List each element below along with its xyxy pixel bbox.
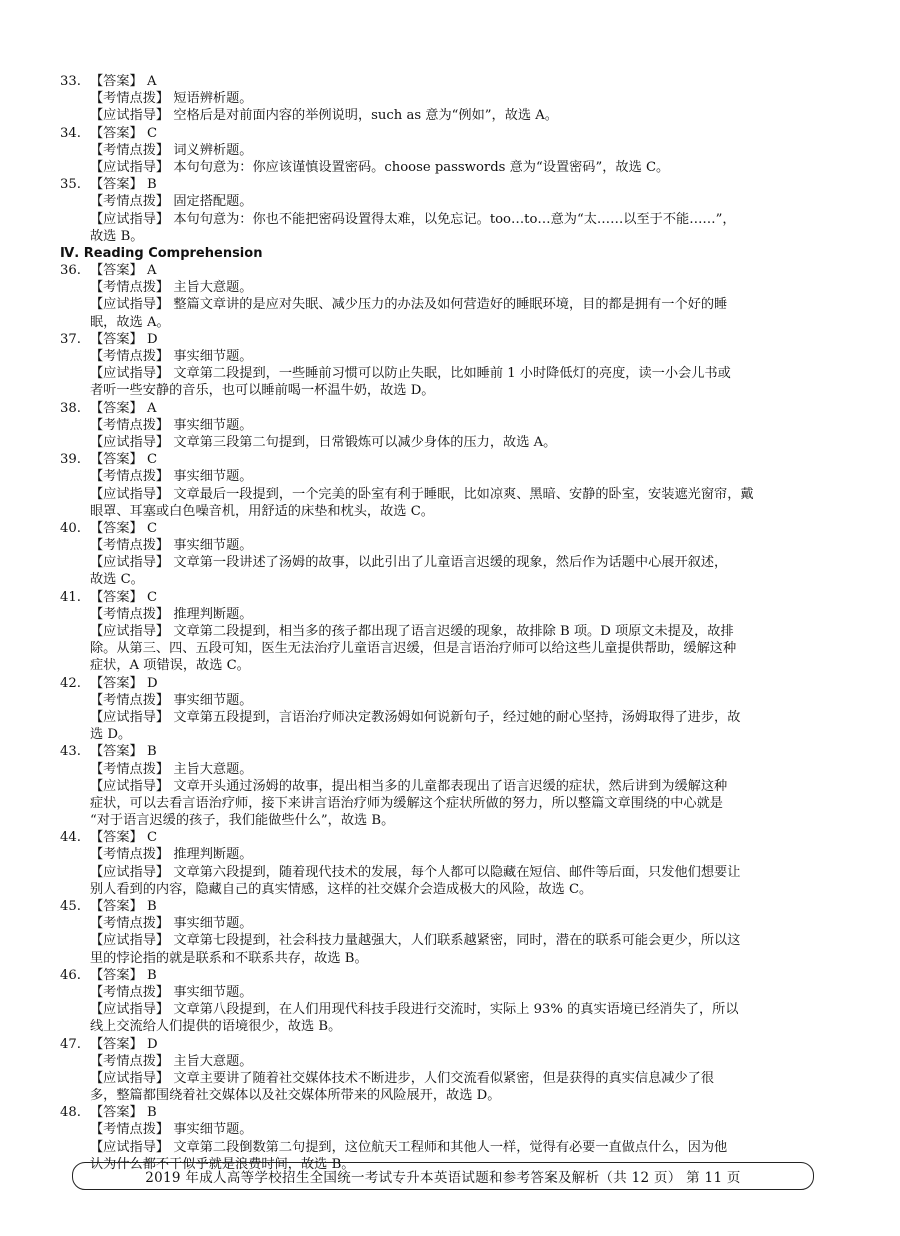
answer-value: 【答案】 B: [90, 899, 157, 914]
answer-value: 【答案】 C: [90, 452, 158, 468]
answer-item: [60, 331, 820, 400]
question-number: 46.: [60, 967, 81, 983]
guide-line: 里的悖论指的就是联系和不联系共存，故选 B。: [90, 950, 368, 966]
exam-point: 【考情点拨】 事实细节题。: [90, 984, 253, 1000]
guide-line: 认为什么都不干似乎就是浪费时间，故选 B。: [90, 1156, 355, 1172]
question-number: 37.: [60, 331, 81, 347]
answer-content: [60, 73, 820, 1173]
guide-line: 故选 C。: [90, 572, 144, 588]
answer-line: [60, 176, 820, 193]
answer-item: [60, 125, 820, 177]
answer-line: [60, 829, 820, 846]
answer-value: 【答案】 B: [90, 744, 157, 760]
question-number: 40.: [60, 520, 81, 536]
answer-item: [60, 743, 820, 829]
answer-line: [60, 262, 820, 279]
question-number: 45.: [60, 899, 81, 914]
guide-line: 【应试指导】 文章第五段提到，言语治疗师决定教汤姆如何说新句子，经过她的耐心坚持，汤姆取得了进步，故: [90, 709, 741, 725]
exam-point: 【考情点拨】 事实细节题。: [90, 349, 253, 364]
exam-point: 【考情点拨】 推理判断题。: [90, 606, 253, 622]
answer-line: [60, 331, 820, 348]
guide-line: 【应试指导】 整篇文章讲的是应对失眠、减少压力的办法及如何营造好的睡眠环境，目的都是拥有一个好的睡: [90, 297, 728, 313]
question-number: 48.: [60, 1105, 81, 1121]
answer-line: [60, 589, 820, 606]
exam-point: 【考情点拨】 主旨大意题。: [90, 280, 253, 296]
question-number: 35.: [60, 177, 81, 193]
answer-item: [60, 829, 820, 898]
answer-value: 【答案】 B: [90, 177, 157, 193]
answer-line: [60, 675, 820, 692]
exam-point: 【考情点拨】 固定搭配题。: [90, 194, 253, 210]
guide-line: 【应试指导】 文章第三段第二句提到，日常锻炼可以减少身体的压力，故选 A。: [90, 434, 557, 450]
section-title: Ⅳ. Reading Comprehension: [60, 245, 263, 261]
exam-point: 【考情点拨】 短语辨析题。: [90, 91, 253, 107]
answer-value: 【答案】 C: [90, 520, 158, 536]
answer-item: [60, 262, 820, 331]
guide-line: 【应试指导】 文章第二段倒数第二句提到，这位航天工程师和其他人一样，觉得有必要一直做点什么，因为他: [90, 1139, 728, 1155]
guide-line: 症状，A 项错误，故选 C。: [90, 658, 250, 674]
answer-value: 【答案】 B: [90, 967, 157, 983]
answer-line: [60, 400, 820, 417]
guide-line: 【应试指导】 本句句意为：你也不能把密码设置得太难，以免忘记。too…to…意为“太……以至于不能……”，: [90, 211, 736, 227]
guide-line: 【应试指导】 空格后是对前面内容的举例说明，such as 意为“例如”，故选 A。: [90, 108, 558, 124]
answer-value: 【答案】 C: [90, 125, 158, 141]
answer-line: [60, 451, 820, 468]
guide-line: 【应试指导】 文章第六段提到，随着现代技术的发展，每个人都可以隐藏在短信、邮件等后面，只发他们想要让: [90, 864, 741, 880]
answer-line: [60, 73, 820, 90]
guide-line: 者听一些安静的音乐，也可以睡前喝一杯温牛奶，故选 D。: [90, 383, 435, 399]
exam-point: 【考情点拨】 事实细节题。: [90, 538, 253, 554]
answer-value: 【答案】 B: [90, 1105, 157, 1121]
answer-value: 【答案】 A: [90, 74, 157, 89]
exam-point: 【考情点拨】 事实细节题。: [90, 1122, 253, 1138]
answer-line: [60, 967, 820, 984]
question-number: 34.: [60, 125, 81, 141]
guide-line: “对于语言迟缓的孩子，我们能做些什么”，故选 B。: [90, 813, 395, 829]
answer-line: [60, 898, 820, 915]
answer-value: 【答案】 D: [90, 1036, 158, 1052]
question-number: 39.: [60, 452, 81, 468]
answer-line: [60, 743, 820, 760]
exam-point: 【考情点拨】 推理判断题。: [90, 847, 253, 863]
question-number: 47.: [60, 1036, 81, 1052]
guide-line: 【应试指导】 文章最后一段提到，一个完美的卧室有利于睡眠，比如凉爽、黑暗、安静的卧室，安装遮光窗帘，戴: [90, 486, 754, 502]
answer-item: [60, 451, 820, 520]
guide-line: 【应试指导】 文章第二段提到，一些睡前习惯可以防止失眠，比如睡前 1 小时降低灯的亮度，读一小会儿书或: [90, 366, 731, 382]
guide-line: 【应试指导】 文章第八段提到，在人们用现代科技手段进行交流时，实际上 93% 的真实语境已经消失了，所以: [90, 1002, 739, 1018]
guide-line: 选 D。: [90, 727, 132, 743]
guide-line: 【应试指导】 文章第七段提到，社会科技力量越强大，人们联系越紧密，同时，潜在的联系可能会更少，所以这: [90, 933, 741, 949]
guide-line: 眠，故选 A。: [90, 314, 170, 330]
guide-line: 症状，可以去看言语治疗师，接下来讲言语治疗师为缓解这个症状所做的努力，所以整篇文章围绕的中心就是: [90, 795, 723, 811]
answer-line: [60, 520, 820, 537]
guide-line: 线上交流给人们提供的语境很少，故选 B。: [90, 1019, 342, 1035]
answer-value: 【答案】 D: [90, 331, 158, 347]
guide-line: 眼罩、耳塞或白色噪音机，用舒适的床垫和枕头，故选 C。: [90, 503, 434, 519]
answer-line: [60, 1036, 820, 1053]
answer-item: [60, 400, 820, 452]
answer-item: [60, 520, 820, 589]
question-number: 43.: [60, 744, 81, 760]
page-footer: 2019 年成人高等学校招生全国统一考试专升本英语试题和参考答案及解析（共 12 页） 第 11 页: [72, 1162, 814, 1190]
guide-line: 多，整篇都围绕着社交媒体以及社交媒体所带来的风险展开，故选 D。: [90, 1088, 501, 1104]
question-number: 44.: [60, 830, 81, 846]
guide-line: 【应试指导】 文章主要讲了随着社交媒体技术不断进步，人们交流看似紧密，但是获得的真实信息减少了很: [90, 1070, 715, 1086]
answer-item: [60, 176, 820, 245]
exam-point: 【考情点拨】 事实细节题。: [90, 417, 253, 433]
answer-line: [60, 1104, 820, 1121]
answer-item: [60, 1036, 820, 1105]
answer-item: [60, 898, 820, 967]
guide-line: 【应试指导】 文章第二段提到，相当多的孩子都出现了语言迟缓的现象，故排除 B 项。D 项原文未提及，故排: [90, 624, 734, 639]
answer-value: 【答案】 C: [90, 589, 158, 605]
answer-value: 【答案】 A: [90, 263, 157, 279]
answer-item: [60, 73, 820, 125]
exam-point: 【考情点拨】 事实细节题。: [90, 916, 253, 932]
question-number: 38.: [60, 400, 81, 416]
answer-value: 【答案】 D: [90, 675, 158, 691]
answer-value: 【答案】 C: [90, 830, 158, 846]
guide-line: 别人看到的内容，隐藏自己的真实情感，这样的社交媒介会造成极大的风险，故选 C。: [90, 881, 593, 897]
guide-line: 故选 B。: [90, 228, 144, 244]
answer-line: [60, 125, 820, 142]
exam-point: 【考情点拨】 主旨大意题。: [90, 761, 253, 777]
answer-item: [60, 967, 820, 1036]
guide-line: 【应试指导】 文章第一段讲述了汤姆的故事，以此引出了儿童语言迟缓的现象，然后作为话题中心展开叙述，: [90, 555, 728, 571]
guide-line: 【应试指导】 本句句意为：你应该谨慎设置密码。choose passwords 意为“设置密码”，故选 C。: [90, 159, 670, 175]
question-number: 36.: [60, 263, 81, 279]
exam-point: 【考情点拨】 事实细节题。: [90, 692, 253, 708]
guide-line: 除。从第三、四、五段可知，医生无法治疗儿童语言迟缓，但是言语治疗师可以给这些儿童提供帮助，缓解这种: [90, 641, 737, 657]
answer-item: [60, 675, 820, 744]
question-number: 42.: [60, 675, 81, 691]
exam-point: 【考情点拨】 词义辨析题。: [90, 142, 253, 158]
guide-line: 【应试指导】 文章开头通过汤姆的故事，提出相当多的儿童都表现出了语言迟缓的症状，然后讲到为缓解这种: [90, 778, 728, 794]
answer-value: 【答案】 A: [90, 400, 157, 416]
answer-item: [60, 589, 820, 675]
question-number: 33.: [60, 74, 81, 89]
question-number: 41.: [60, 589, 81, 605]
exam-point: 【考情点拨】 主旨大意题。: [90, 1053, 253, 1069]
exam-point: 【考情点拨】 事实细节题。: [90, 469, 253, 485]
